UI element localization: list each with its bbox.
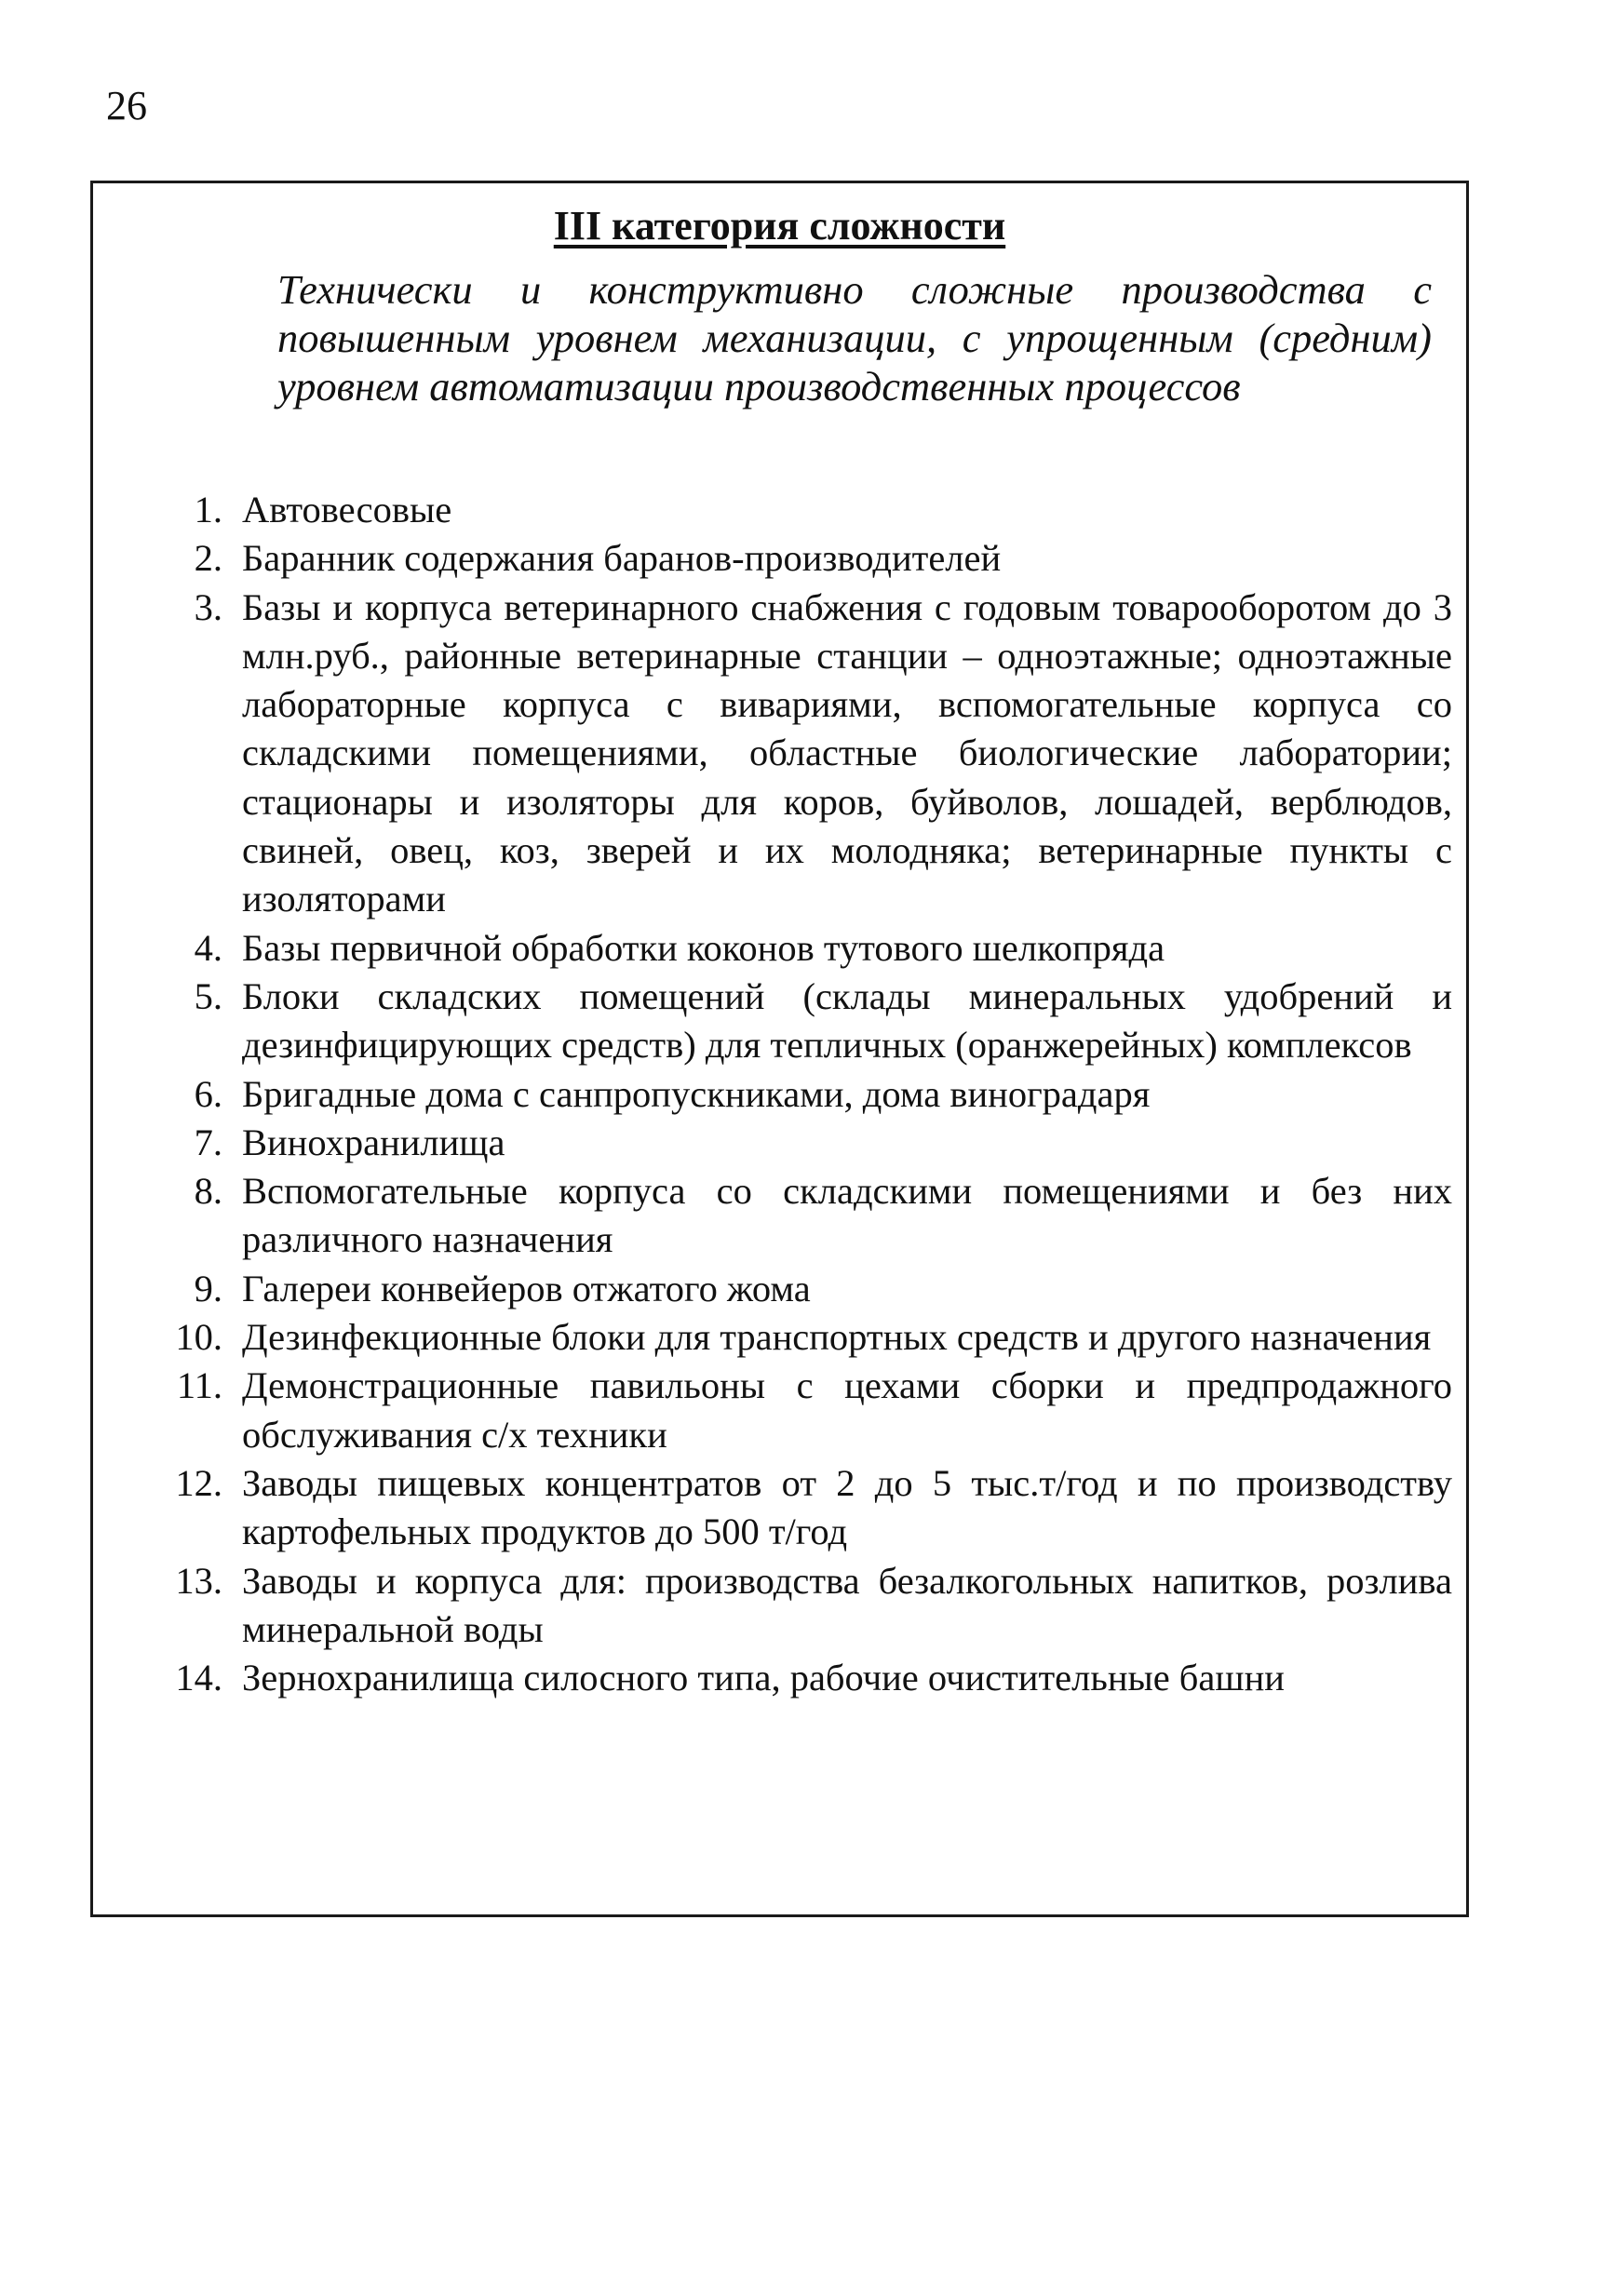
- list-item: [93, 1119, 1469, 1167]
- list-item-number: 12.: [175, 1461, 222, 1504]
- list-item-text: Баранник содержания баранов-производителей: [242, 537, 1002, 580]
- list-item: [93, 1313, 1469, 1362]
- list-item-text: Заводы и корпуса для: производства безалкогольных напитков, розлива минеральной воды: [242, 1559, 1452, 1650]
- list-item-text: Дезинфекционные блоки для транспортных средств и другого назначения: [242, 1316, 1432, 1359]
- list-item-text: Вспомогательные корпуса со складскими помещениями и без них различного назначения: [242, 1170, 1452, 1261]
- list-item-text: Базы первичной обработки коконов тутового шелкопряда: [242, 926, 1165, 969]
- list-item-text: Винохранилища: [242, 1121, 505, 1163]
- list-item-number: 5.: [194, 974, 222, 1017]
- list-item: [93, 1362, 1469, 1459]
- list-item-number: 13.: [175, 1559, 222, 1602]
- list-item: [93, 1557, 1469, 1655]
- list-item-text: Бригадные дома с санпропускниками, дома виноградаря: [242, 1072, 1151, 1115]
- list-item-text: Автовесовые: [242, 489, 452, 530]
- list-item-text: Блоки складских помещений (склады минеральных удобрений и дезинфицирующих средств) для тепличных (оранжерейных) комплексов: [242, 974, 1452, 1067]
- list-item-text: Заводы пищевых концентратов от 2 до 5 тыс.т/год и по производству картофельных продуктов до 500 т/год: [242, 1461, 1452, 1553]
- list-item: [93, 924, 1469, 973]
- list-item-number: 9.: [194, 1267, 222, 1309]
- list-item-number: 10.: [175, 1316, 222, 1359]
- list-item-number: 3.: [194, 585, 222, 628]
- page-number: 26: [106, 83, 147, 128]
- list-item: [93, 1167, 1469, 1265]
- list-item-number: 7.: [194, 1121, 222, 1163]
- list-item: [93, 1070, 1469, 1119]
- list-item-text: Галереи конвейеров отжатого жома: [242, 1267, 811, 1309]
- list-item-number: 11.: [176, 1364, 222, 1407]
- list-item-text: Демонстрационные павильоны с цехами сборки и предпродажного обслуживания с/х техники: [242, 1364, 1452, 1456]
- list-item: [93, 584, 1469, 924]
- list-item-text: Базы и корпуса ветеринарного снабжения с годовым товарооборотом до 3 млн.руб., районные ветеринарные станции – одноэтажные; одноэтажные лабораторные корпуса с вивариями, вспомогательные корпуса со складскими помещениями, областные биологические лаборатории; стационары и изоляторы для коров, буйволов, лошадей, верблюдов, свиней, овец, коз, зверей и их молодняка; ветеринарные пункты с изоляторами: [242, 585, 1452, 920]
- list-item-number: 8.: [194, 1170, 222, 1213]
- list-item-number: 1.: [194, 489, 222, 530]
- facility-list: [93, 486, 1469, 1702]
- list-item-text: Зернохранилища силосного типа, рабочие очистительные башни: [242, 1657, 1285, 1699]
- list-item: [93, 1265, 1469, 1313]
- list-item: [93, 1654, 1469, 1702]
- list-item: [93, 973, 1469, 1070]
- list-item-number: 4.: [194, 926, 222, 969]
- category-frame: [90, 181, 1469, 1917]
- list-item-number: 6.: [194, 1072, 222, 1115]
- list-item-number: 14.: [175, 1657, 222, 1699]
- list-item: [93, 534, 1469, 583]
- category-heading: III категория сложности: [553, 203, 1006, 248]
- list-item-number: 2.: [194, 537, 222, 580]
- list-item: [93, 486, 1469, 534]
- list-item: [93, 1459, 1469, 1557]
- category-description: Технически и конструктивно сложные производства с повышенным уровнем механизации, с упрощенным (средним) уровнем автоматизации производственных процессов: [277, 266, 1432, 410]
